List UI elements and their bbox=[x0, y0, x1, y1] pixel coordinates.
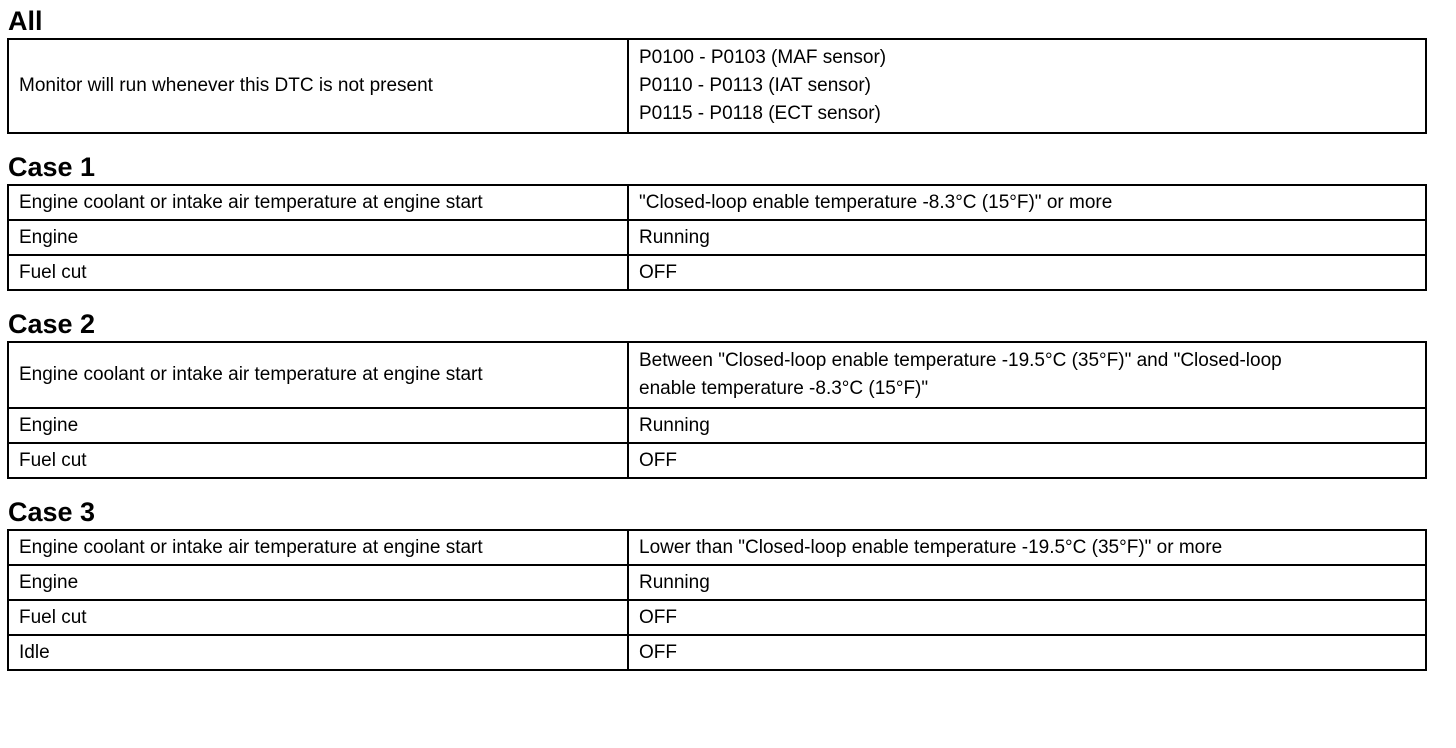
condition-cell: Engine bbox=[8, 220, 628, 255]
section-case-3 bbox=[7, 495, 1425, 671]
conditions-table-all bbox=[7, 38, 1427, 134]
condition-cell: Engine coolant or intake air temperature at engine start bbox=[8, 342, 628, 408]
document-page bbox=[7, 4, 1425, 671]
table-row bbox=[8, 220, 1426, 255]
value-cell: OFF bbox=[628, 635, 1426, 670]
conditions-table-case-1 bbox=[7, 184, 1427, 291]
table-row bbox=[8, 39, 1426, 133]
value-cell: OFF bbox=[628, 255, 1426, 290]
table-row bbox=[8, 600, 1426, 635]
table-row bbox=[8, 408, 1426, 443]
table-row bbox=[8, 443, 1426, 478]
section-all bbox=[7, 4, 1425, 134]
section-case-2 bbox=[7, 307, 1425, 479]
table-row bbox=[8, 530, 1426, 565]
section-title-case-1: Case 1 bbox=[8, 152, 96, 182]
value-cell: OFF bbox=[628, 600, 1426, 635]
conditions-table-case-2 bbox=[7, 341, 1427, 479]
table-row bbox=[8, 255, 1426, 290]
section-title-all: All bbox=[8, 6, 43, 36]
dtc-line-iat: P0110 - P0113 (IAT sensor) bbox=[639, 75, 871, 96]
condition-cell: Monitor will run whenever this DTC is not present bbox=[8, 39, 628, 133]
dtc-line-ect: P0115 - P0118 (ECT sensor) bbox=[639, 103, 881, 124]
value-cell: "Closed-loop enable temperature -8.3°C (15°F)" or more bbox=[628, 185, 1426, 220]
condition-cell: Engine bbox=[8, 408, 628, 443]
condition-cell: Fuel cut bbox=[8, 255, 628, 290]
value-line-2: enable temperature -8.3°C (15°F)" bbox=[639, 378, 929, 399]
condition-cell: Engine bbox=[8, 565, 628, 600]
table-row bbox=[8, 635, 1426, 670]
condition-cell: Fuel cut bbox=[8, 443, 628, 478]
value-cell: Running bbox=[628, 565, 1426, 600]
table-row bbox=[8, 342, 1426, 408]
section-title-case-3: Case 3 bbox=[8, 497, 96, 527]
table-row bbox=[8, 185, 1426, 220]
value-cell bbox=[628, 342, 1426, 408]
value-cell: Lower than "Closed-loop enable temperature -19.5°C (35°F)" or more bbox=[628, 530, 1426, 565]
value-cell: Running bbox=[628, 220, 1426, 255]
table-row bbox=[8, 565, 1426, 600]
condition-cell: Idle bbox=[8, 635, 628, 670]
condition-cell: Engine coolant or intake air temperature at engine start bbox=[8, 530, 628, 565]
condition-cell: Engine coolant or intake air temperature at engine start bbox=[8, 185, 628, 220]
section-case-1 bbox=[7, 150, 1425, 291]
value-line-1: Between "Closed-loop enable temperature -19.5°C (35°F)" and "Closed-loop bbox=[639, 350, 1282, 371]
value-cell bbox=[628, 39, 1426, 133]
dtc-line-maf: P0100 - P0103 (MAF sensor) bbox=[639, 47, 887, 68]
section-title-case-2: Case 2 bbox=[8, 309, 96, 339]
condition-cell: Fuel cut bbox=[8, 600, 628, 635]
value-cell: Running bbox=[628, 408, 1426, 443]
conditions-table-case-3 bbox=[7, 529, 1427, 671]
value-cell: OFF bbox=[628, 443, 1426, 478]
